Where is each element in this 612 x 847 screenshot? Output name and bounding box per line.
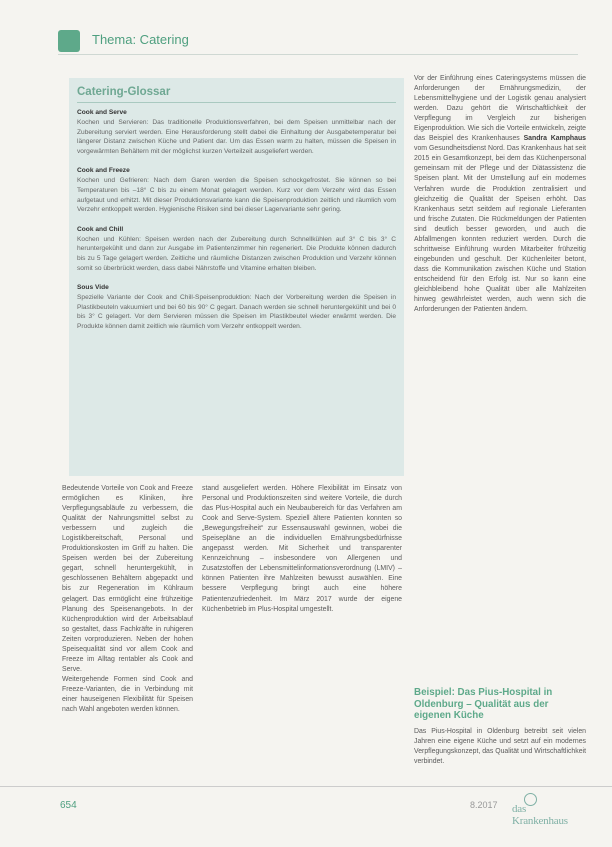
glossary-term: Cook and Freeze bbox=[77, 167, 130, 175]
body-column-3 bbox=[414, 74, 586, 680]
issue-number: 8.2017 bbox=[470, 800, 498, 810]
body-text: Vor der Einführung eines Cateringsystems müssen die Anforderungen der Ernährungsmedizin, der Lebensmittelhygiene und der Logistik genau analysiert werden. Dazu gehört die Wirtschaftlichkeit der Verpflegung im Vergleich zur bisherigen Eigenproduktion. Wie sich die Vorteile entwickeln, zeigte das Beispiel des Krankenhauses bbox=[414, 75, 586, 143]
glossary-term: Cook and Chill bbox=[77, 225, 124, 233]
person-name: Sandra Kamphaus bbox=[523, 135, 586, 143]
glossary-box bbox=[69, 78, 404, 476]
section-heading: Beispiel: Das Pius-Hospital in Oldenburg – Qualität aus der eigenen Küche bbox=[414, 687, 553, 721]
page-number: 654 bbox=[60, 800, 77, 811]
glossary-term: Sous Vide bbox=[77, 284, 109, 292]
body-paragraph: Weitergehende Formen sind Cook and Freeze-Varianten, die in Verbindung mit einer hauseigenen Flexibilität für Speisen nach Wahl angeboten werden können. bbox=[62, 675, 193, 714]
body-text: vom Gesundheitsdienst Nord. Das Krankenhaus hat seit 2015 ein Gesamtkonzept, bei dem das Küchenpersonal gemeinsam mit der Pflege und der Diätassistenz die Speisen plant. Mit der Umstellung auf ein modernes Verfahren wurde die Produktion zentralisiert und gleichzeitig die Qualität der Speisen erhöht. Das Krankenhaus setzt seitdem auf regionale Lieferanten und frische Zutaten. Die Rückmeldungen der Patienten sind deutlich besser geworden, und auch die Abfallmengen konnten reduziert werden. Durch die schrittweise Einführung wurden Mitarbeiter frühzeitig eingebunden und geschult. Der Küchenleiter betont, dass die Kommunikation zwischen Küche und Station entscheidend für den Erfolg ist. Nur so kann eine gleichbleibend hohe Qualität über alle Mahlzeiten hinweg gewährleistet werden, auch wenn sich die Anforderungen der Patienten ändern. bbox=[414, 145, 586, 314]
glossary-divider bbox=[77, 102, 396, 103]
glossary-title: Catering-Glossar bbox=[77, 86, 171, 98]
glossary-definition: Spezielle Variante der Cook and Chill-Speisenproduktion: Nach der Vorbereitung werden die Speisen in Plastikbeuteln vakuumiert und bei 60 bis 90° C gegart. Danach werden sie schnell heruntergekühlt und bei 0 bis 3° C gelagert. Vor dem Servieren müssen die Speisen im Plastikbeutel wieder erwärmt werden. Die Produkte können damit zeitlich wie räumlich vom Verzehr entkoppelt werden. bbox=[77, 294, 396, 330]
body-column-2 bbox=[202, 484, 402, 784]
body-paragraph: stand ausgeliefert werden. Höhere Flexibilität im Einsatz von Personal und Produktionszeiten sind weitere Vorteile, die durch das Plus-Hospital auch ein Neubaubereich für das Verfahren am Cook and Serve-System. Speziell ältere Patienten konnten so „Bewegungsfreiheit“ zur Essensauswahl gewinnen, wobei die Speisepläne an die individuellen Ernährungsbedürfnisse angepasst werden. Mit Sicherheit und transparenter Kennzeichnung – insbesondere von Allergenen und Zusatzstoffen der Lebensmittelinformationsverordnung (LMIV) – können Patienten ihre Mahlzeiten bewusst auswählen. Eine bessere Verpflegung bringt auch eine höhere Patientenzufriedenheit. Im März 2017 wurde der eigene Küchenbetrieb im Plus-Hospital umgestellt. bbox=[202, 485, 402, 613]
section-title: Thema: Catering bbox=[92, 32, 189, 47]
glossary-entry bbox=[77, 283, 396, 331]
glossary-entry bbox=[77, 166, 396, 214]
body-column-1 bbox=[62, 484, 193, 784]
body-column-4: Das Pius-Hospital in Oldenburg betreibt seit vielen Jahren eine eigene Küche und setzt auf ein modernes Verpflegungskonzept, das Qualität und Wirtschaftlichkeit verbindet. bbox=[414, 728, 586, 766]
glossary-term: Cook and Serve bbox=[77, 109, 127, 116]
footer-divider bbox=[0, 786, 612, 787]
glossary-entries bbox=[77, 108, 396, 342]
page-header bbox=[58, 30, 578, 56]
glossary-definition: Kochen und Gefrieren: Nach dem Garen werden die Speisen schockgefrostet. Sie können so bei Temperaturen bis –18° C bis zu einem Monat gelagert werden. Kurz vor dem Verzehr wird das Essen aufgetaut und erhitzt. Mit dieser Produktionsvariante kann die Speisenproduktion zeitlich und räumlich vom Verzehr entkoppelt werden. Hygienische Risiken sind bei dieser Lagervariante sehr gering. bbox=[77, 177, 396, 214]
glossary-definition: Kochen und Servieren: Das traditionelle Produktionsverfahren, bei dem Speisen unmittelbar nach der Zubereitung serviert werden. Eine Herausforderung stellt dabei die Einhaltung der Ausgabetemperatur bei längerer Distanz zwischen Küche und Patient dar. Um das Essen warm zu halten, müssen die Speisen in vorgewärmten Behältern mit der möglichst kurzen Verteilzeit ausgeliefert werden. bbox=[77, 119, 396, 155]
logo-text: das Krankenhaus bbox=[512, 803, 568, 827]
body-paragraph bbox=[414, 74, 586, 315]
body-paragraph: Bedeutende Vorteile von Cook and Freeze ermöglichen es Kliniken, ihre Verpflegungsabläufe zu verbessern, die Qualität der Nahrungsmittel selbst zu verbessern und zugleich die Logistikbereitschaft, Personal und Produktionskosten im Griff zu halten. Die Speisen werden bei der Zubereitung gegart, schnell heruntergekühlt, in geschlossenen Behältern abgepackt und bis zur Regeneration im Kühlraum gelagert. Das ermöglicht eine frühzeitige Planung des Speisenangebots. In der Küchenproduktion wird der Arbeitsablauf so gestaltet, dass Fachkräfte in ruhigeren Zeiten vorproduzieren. Neben der hohen Speisequalität sind vor allem Cook and Freeze im Alltag rentabler als Cook and Serve. bbox=[62, 485, 193, 673]
glossary-entry bbox=[77, 225, 396, 273]
glossary-definition: Kochen und Kühlen: Speisen werden nach der Zubereitung durch Schnellkühlen auf 3° C bis 3° C heruntergekühlt und dann zur Ausgabe im Patientenzimmer hin regeneriert. Die Produkte können dadurch bis zu 5 Tage gelagert werden. Zeitliche und räumliche Distanzen zwischen Produktion und Verzehr können somit so überbrückt werden, dass dabei Nährstoffe und Vitamine erhalten bleiben. bbox=[77, 235, 396, 272]
section-marker-icon bbox=[58, 30, 80, 52]
header-divider bbox=[58, 54, 578, 55]
magazine-logo bbox=[512, 793, 582, 827]
glossary-entry bbox=[77, 108, 396, 156]
